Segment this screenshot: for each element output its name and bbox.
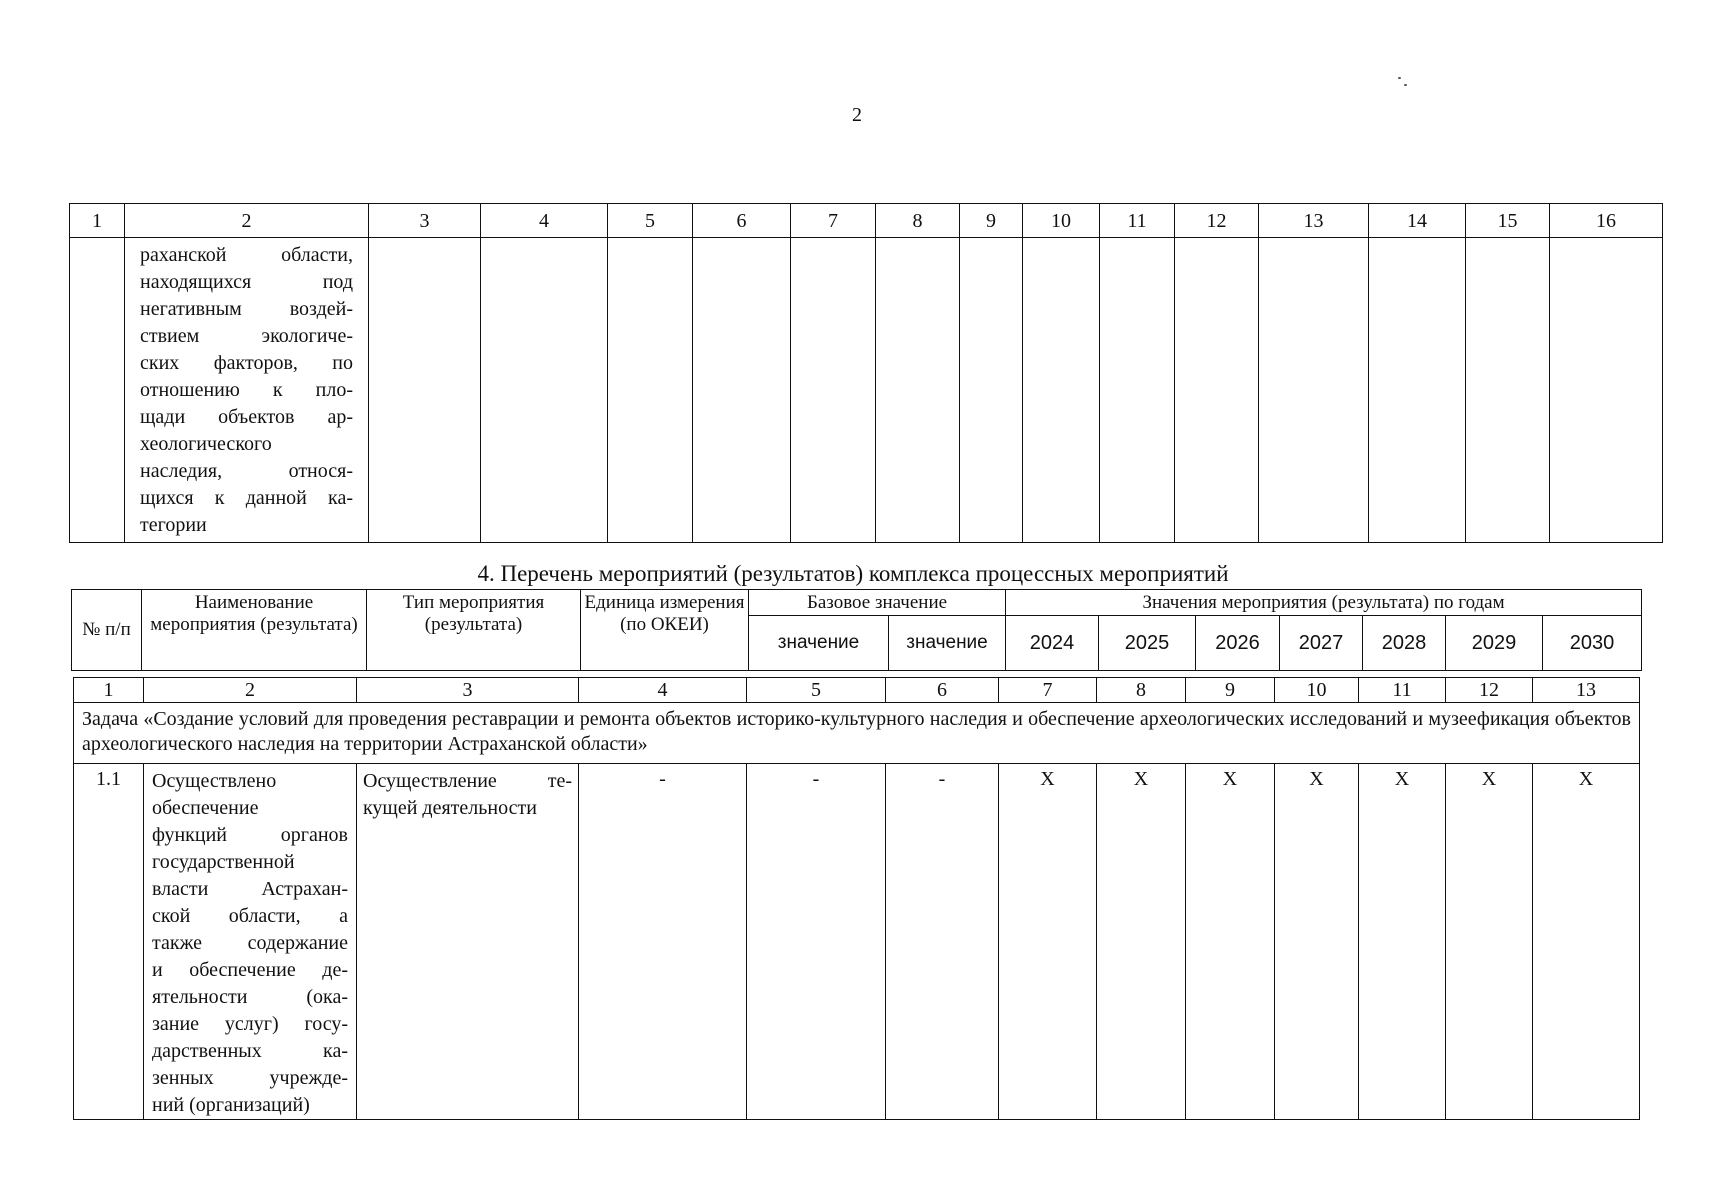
base-value: - xyxy=(747,764,886,1120)
text-line: кущей деятельности xyxy=(363,797,537,819)
column-number: 8 xyxy=(1097,678,1186,703)
task-text: Задача «Создание условий для проведения реставрации и ремонта объектов историко-культурного наследия и обеспечение археологических исследований и музеефикация объектов археологического наследия на территории Астраханской области» xyxy=(74,703,1640,764)
column-number: 1 xyxy=(74,678,144,703)
text-line: ских факторов, по xyxy=(140,352,353,374)
header-type: Тип мероприятия (результата) xyxy=(367,590,581,671)
header-unit: Единица измерения (по ОКЕИ) xyxy=(581,590,749,671)
column-number-row xyxy=(74,678,1640,703)
empty-cell xyxy=(1550,238,1663,543)
column-number: 12 xyxy=(1175,204,1259,238)
column-number-row xyxy=(70,204,1663,238)
text-line: щади объектов ар- xyxy=(140,406,353,428)
year-value: Х xyxy=(1359,764,1446,1120)
text-line: обеспечение xyxy=(152,797,259,819)
column-number: 2 xyxy=(144,678,357,703)
header-year: 2030 xyxy=(1543,616,1642,671)
empty-cell xyxy=(1100,238,1175,543)
text-line: Осуществление те- xyxy=(363,770,572,792)
year-value: Х xyxy=(1186,764,1275,1120)
empty-cell xyxy=(70,238,125,543)
base-value: - xyxy=(886,764,999,1120)
unit-value: - xyxy=(579,764,747,1120)
empty-cell xyxy=(1175,238,1259,543)
text-line: тегории xyxy=(140,514,207,536)
column-number: 6 xyxy=(693,204,791,238)
text-line: также содержание xyxy=(152,932,348,954)
continuation-table xyxy=(69,203,1663,543)
empty-cell xyxy=(1466,238,1550,543)
column-number: 3 xyxy=(369,204,481,238)
measure-type-cell xyxy=(357,764,579,1120)
header-year: 2029 xyxy=(1446,616,1543,671)
column-number: 5 xyxy=(747,678,886,703)
column-number: 4 xyxy=(481,204,608,238)
column-number: 13 xyxy=(1259,204,1369,238)
text-line: Осуществлено xyxy=(152,770,277,792)
year-value: Х xyxy=(1533,764,1640,1120)
column-number: 16 xyxy=(1550,204,1663,238)
table-row xyxy=(70,238,1663,543)
scan-speck xyxy=(1404,84,1407,86)
scan-speck xyxy=(1398,77,1401,79)
header-num: № п/п xyxy=(72,590,142,671)
text-line: ствием экологиче- xyxy=(140,325,353,347)
text-line: ской области, а xyxy=(152,905,348,927)
indicator-name-cell xyxy=(125,238,369,543)
empty-cell xyxy=(693,238,791,543)
column-number: 10 xyxy=(1275,678,1359,703)
empty-cell xyxy=(1259,238,1369,543)
header-base-value: значение xyxy=(749,616,889,671)
measures-header-table xyxy=(71,589,1642,671)
header-year: 2025 xyxy=(1099,616,1196,671)
year-value: Х xyxy=(1446,764,1533,1120)
column-number: 14 xyxy=(1369,204,1466,238)
text-line: раханской области, xyxy=(140,244,353,266)
text-line: хеологического xyxy=(140,433,272,455)
column-number: 5 xyxy=(608,204,693,238)
year-value: Х xyxy=(999,764,1097,1120)
table-row xyxy=(74,764,1640,1120)
column-number: 1 xyxy=(70,204,125,238)
text-line: власти Астрахан- xyxy=(152,878,348,900)
column-number: 7 xyxy=(791,204,876,238)
text-line: отношению к пло- xyxy=(140,379,353,401)
empty-cell xyxy=(608,238,693,543)
text-line: наследия, относя- xyxy=(140,460,353,482)
year-value: Х xyxy=(1275,764,1359,1120)
column-number: 7 xyxy=(999,678,1097,703)
column-number: 13 xyxy=(1533,678,1640,703)
year-value: Х xyxy=(1097,764,1186,1120)
empty-cell xyxy=(1023,238,1100,543)
header-year: 2027 xyxy=(1280,616,1363,671)
column-number: 11 xyxy=(1100,204,1175,238)
column-number: 10 xyxy=(1023,204,1100,238)
column-number: 12 xyxy=(1446,678,1533,703)
measures-table xyxy=(73,677,1640,1120)
header-base-group: Базовое значение xyxy=(749,590,1006,616)
empty-cell xyxy=(876,238,960,543)
header-base-value: значение xyxy=(889,616,1006,671)
text-line: дарственных ка- xyxy=(152,1040,348,1062)
text-line: негативным воздей- xyxy=(140,298,353,320)
text-line: и обеспечение де- xyxy=(152,959,348,981)
text-line: государственной xyxy=(152,851,295,873)
column-number: 2 xyxy=(125,204,369,238)
header-year: 2026 xyxy=(1196,616,1280,671)
section-title: 4. Перечень мероприятий (результатов) комплекса процессных мероприятий xyxy=(477,561,1229,586)
empty-cell xyxy=(1369,238,1466,543)
empty-cell xyxy=(960,238,1023,543)
header-name: Наименование мероприятия (результата) xyxy=(142,590,367,671)
column-number: 3 xyxy=(357,678,579,703)
header-year: 2028 xyxy=(1363,616,1446,671)
text-line: функций органов xyxy=(152,824,348,846)
empty-cell xyxy=(369,238,481,543)
column-number: 9 xyxy=(1186,678,1275,703)
column-number: 15 xyxy=(1466,204,1550,238)
column-number: 6 xyxy=(886,678,999,703)
text-line: щихся к данной ка- xyxy=(140,487,353,509)
header-years-group: Значения мероприятия (результата) по годам xyxy=(1006,590,1642,616)
text-line: ятельности (ока- xyxy=(152,986,348,1008)
column-number: 4 xyxy=(579,678,747,703)
header-year: 2024 xyxy=(1006,616,1099,671)
text-line: зание услуг) госу- xyxy=(152,1013,348,1035)
text-line: находящихся под xyxy=(140,271,353,293)
measure-name-cell xyxy=(144,764,357,1120)
column-number: 11 xyxy=(1359,678,1446,703)
page-number: 2 xyxy=(852,104,862,126)
empty-cell xyxy=(481,238,608,543)
column-number: 9 xyxy=(960,204,1023,238)
task-row xyxy=(74,703,1640,764)
row-index: 1.1 xyxy=(74,764,144,1120)
empty-cell xyxy=(791,238,876,543)
text-line: ний (организаций) xyxy=(152,1094,310,1116)
column-number: 8 xyxy=(876,204,960,238)
text-line: зенных учрежде- xyxy=(152,1067,348,1089)
